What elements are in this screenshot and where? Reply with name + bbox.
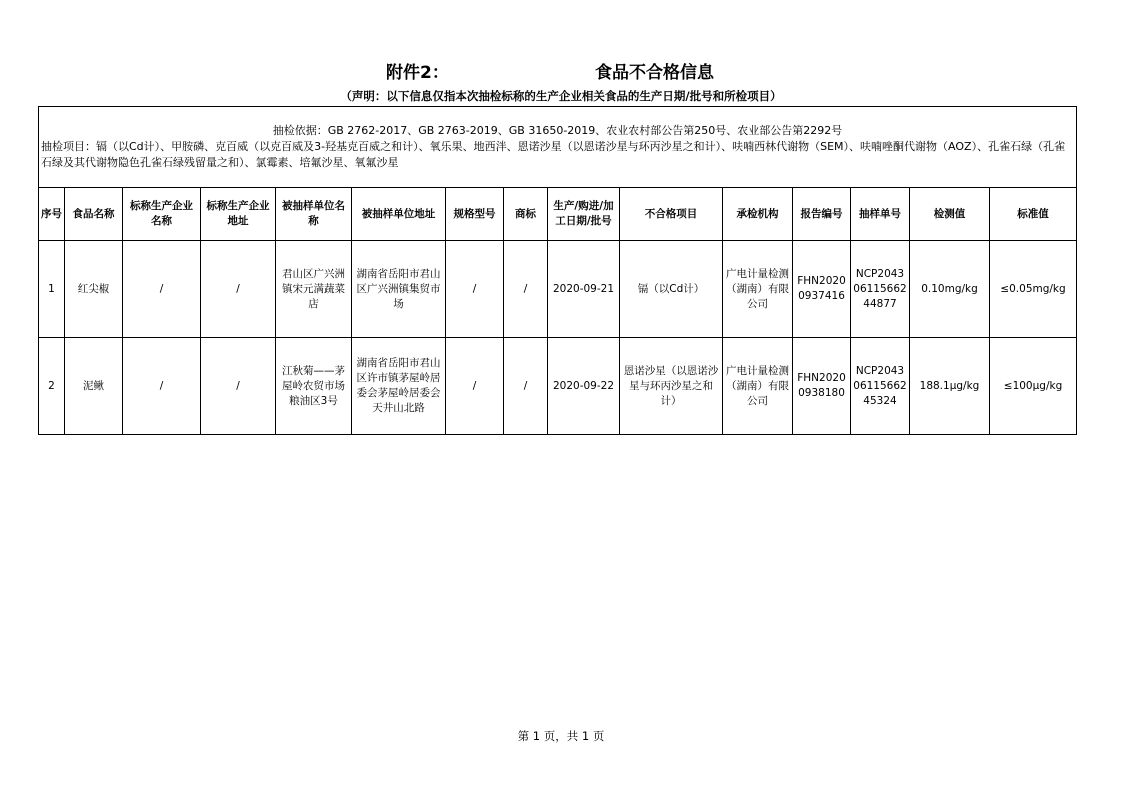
column-header-no: 序号 xyxy=(39,188,65,241)
cell-no: 2 xyxy=(39,338,65,435)
column-header-measured: 检测值 xyxy=(910,188,990,241)
cell-sampled-address: 湖南省岳阳市君山区许市镇茅屋岭居委会茅屋岭居委会天井山北路 xyxy=(352,338,446,435)
cell-producer-name: / xyxy=(123,338,201,435)
table-header-row xyxy=(39,188,1077,241)
basis-standards: 抽检依据：GB 2762-2017、GB 2763-2019、GB 31650-2019、农业农村部公告第250号、农业部公告第2292号 xyxy=(272,124,843,137)
cell-sample-no: NCP20430611566244877 xyxy=(851,241,910,338)
page-footer: 第 1 页，共 1 页 xyxy=(517,729,605,743)
cell-failed-item: 恩诺沙星（以恩诺沙星与环丙沙星之和计） xyxy=(620,338,723,435)
column-header-sampled-unit: 被抽样单位名称 xyxy=(276,188,352,241)
cell-date: 2020-09-22 xyxy=(548,338,620,435)
cell-food-name: 红尖椒 xyxy=(65,241,123,338)
cell-food-name: 泥鳅 xyxy=(65,338,123,435)
column-header-failed-item: 不合格项目 xyxy=(620,188,723,241)
cell-brand: / xyxy=(504,241,548,338)
cell-sampled-unit: 江秋菊——茅屋岭农贸市场粮油区3号 xyxy=(276,338,352,435)
title-row xyxy=(0,58,1122,84)
cell-measured: 0.10mg/kg xyxy=(910,241,990,338)
table-row xyxy=(39,338,1077,435)
attachment-label: 附件2： xyxy=(386,63,449,83)
cell-failed-item: 镉（以Cd计） xyxy=(620,241,723,338)
column-header-producer-name: 标称生产企业名称 xyxy=(123,188,201,241)
cell-sample-no: NCP20430611566245324 xyxy=(851,338,910,435)
unqualified-food-table xyxy=(38,106,1077,435)
column-header-sampled-address: 被抽样单位地址 xyxy=(352,188,446,241)
page-title: 食品不合格信息 xyxy=(595,63,714,83)
basis-items: 抽检项目：镉（以Cd计）、甲胺磷、克百威（以克百威及3-羟基克百威之和计）、氧乐果、地西泮、恩诺沙星（以恩诺沙星与环丙沙星之和计）、呋喃西林代谢物（SEM）、呋喃唑酮代谢物（AOZ）、孔雀石绿（孔雀石绿及其代谢物隐色孔雀石绿残留量之和）、氯霉素、培氟沙星、氧氟沙星 xyxy=(41,140,1066,169)
cell-no: 1 xyxy=(39,241,65,338)
statement-subtitle: （声明：以下信息仅指本次抽检标称的生产企业相关食品的生产日期/批号和所检项目） xyxy=(340,89,782,103)
column-header-food-name: 食品名称 xyxy=(65,188,123,241)
cell-agency: 广电计量检测（湖南）有限公司 xyxy=(723,241,793,338)
cell-report-no: FHN20200937416 xyxy=(793,241,851,338)
cell-agency: 广电计量检测（湖南）有限公司 xyxy=(723,338,793,435)
cell-date: 2020-09-21 xyxy=(548,241,620,338)
table-row xyxy=(39,241,1077,338)
cell-sampled-unit: 君山区广兴洲镇宋元满蔬菜店 xyxy=(276,241,352,338)
column-header-agency: 承检机构 xyxy=(723,188,793,241)
column-header-sample-no: 抽样单号 xyxy=(851,188,910,241)
cell-producer-address: / xyxy=(201,338,276,435)
cell-standard: ≤100μg/kg xyxy=(990,338,1077,435)
cell-producer-name: / xyxy=(123,241,201,338)
cell-standard: ≤0.05mg/kg xyxy=(990,241,1077,338)
cell-brand: / xyxy=(504,338,548,435)
cell-producer-address: / xyxy=(201,241,276,338)
column-header-brand: 商标 xyxy=(504,188,548,241)
column-header-spec: 规格型号 xyxy=(446,188,504,241)
basis-row xyxy=(39,107,1077,188)
cell-sampled-address: 湖南省岳阳市君山区广兴洲镇集贸市场 xyxy=(352,241,446,338)
column-header-standard: 标准值 xyxy=(990,188,1077,241)
cell-measured: 188.1μg/kg xyxy=(910,338,990,435)
basis-cell xyxy=(39,107,1077,188)
cell-spec: / xyxy=(446,241,504,338)
cell-spec: / xyxy=(446,338,504,435)
column-header-date: 生产/购进/加工日期/批号 xyxy=(548,188,620,241)
column-header-report-no: 报告编号 xyxy=(793,188,851,241)
column-header-producer-address: 标称生产企业地址 xyxy=(201,188,276,241)
cell-report-no: FHN20200938180 xyxy=(793,338,851,435)
